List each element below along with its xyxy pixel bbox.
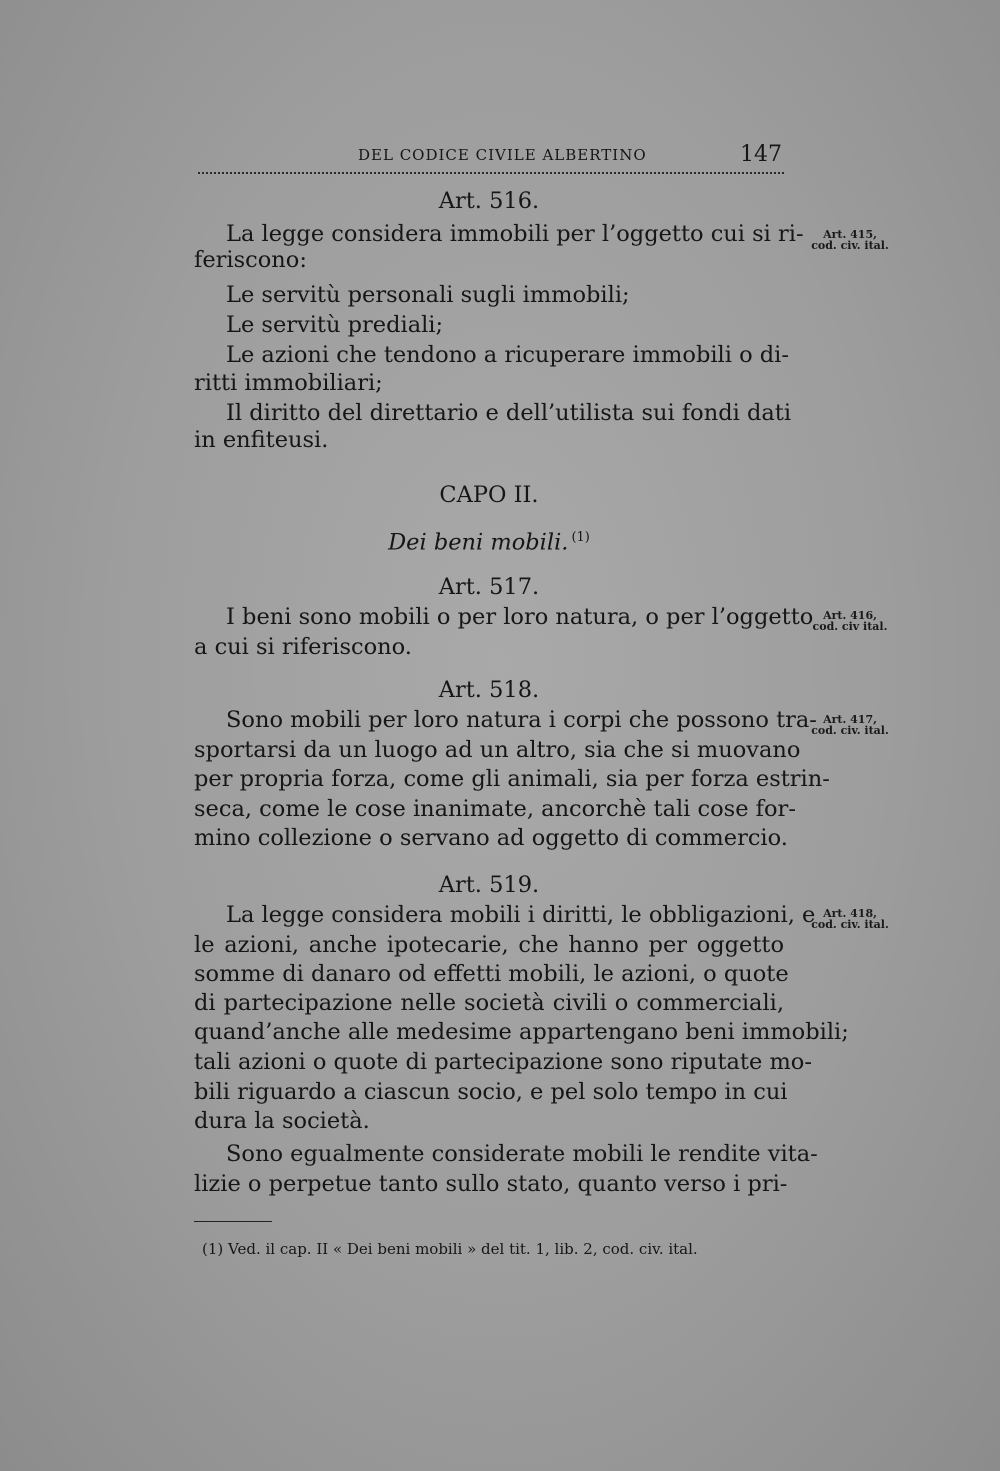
margin-note-line: cod. civ. ital. — [811, 724, 889, 737]
margin-note-517 — [800, 610, 900, 632]
article-heading: Art. 518. — [438, 677, 540, 703]
text-line: seca, come le cose inanimate, ancorchè tali cose for- — [194, 796, 796, 822]
margin-note-519 — [800, 908, 900, 930]
text-line: Le azioni che tendono a ricuperare immobili o di- — [226, 342, 789, 368]
margin-note-line: cod. civ ital. — [812, 620, 888, 633]
margin-note-line: Art. 415, — [823, 228, 877, 241]
text-line: somme di danaro od effetti mobili, le azioni, o quote — [194, 961, 789, 987]
text-line: le azioni, anche ipotecarie, che hanno per oggetto — [194, 932, 784, 958]
page-header — [198, 142, 784, 172]
text-line: quand’anche alle medesime appartengano beni immobili; — [194, 1019, 849, 1045]
text-line: dura la società. — [194, 1108, 370, 1134]
margin-note-line: Art. 418, — [823, 907, 877, 920]
margin-note-line: Art. 416, — [823, 609, 877, 622]
text-line: La legge considera mobili i diritti, le obbligazioni, e — [226, 902, 816, 928]
text-line: Il diritto del direttario e dell’utilista sui fondi dati — [226, 400, 792, 426]
text-line: a cui si riferiscono. — [194, 634, 412, 660]
text-line: Sono egualmente considerate mobili le rendite vita- — [226, 1141, 818, 1167]
text-line: in enfiteusi. — [194, 427, 329, 453]
article-heading: Art. 517. — [438, 574, 540, 600]
footnote: (1) Ved. il cap. II « Dei beni mobili » del tit. 1, lib. 2, cod. civ. ital. — [202, 1240, 698, 1258]
text-line: per propria forza, come gli animali, sia per forza estrin- — [194, 766, 830, 792]
margin-note-518 — [800, 714, 900, 736]
text-line: lizie o perpetue tanto sullo stato, quanto verso i pri- — [194, 1171, 788, 1197]
running-title: DEL CODICE CIVILE ALBERTINO — [358, 146, 647, 164]
article-heading: Art. 516. — [438, 188, 540, 214]
article-heading: Art. 519. — [438, 872, 540, 898]
text-line: tali azioni o quote di partecipazione sono riputate mo- — [194, 1049, 812, 1075]
margin-note-line: cod. civ. ital. — [811, 239, 889, 252]
text-line: sportarsi da un luogo ad un altro, sia che si muovano — [194, 737, 801, 763]
text-line: ritti immobiliari; — [194, 370, 383, 396]
text-line: Sono mobili per loro natura i corpi che possono tra- — [226, 707, 817, 733]
page-number: 147 — [740, 142, 782, 167]
header-rule — [198, 172, 784, 174]
text-line: mino collezione o servano ad oggetto di commercio. — [194, 825, 788, 851]
text-line: feriscono: — [194, 247, 307, 273]
text-line: Le servitù personali sugli immobili; — [226, 282, 630, 308]
text-line: La legge considera immobili per l’oggetto cui si ri- — [226, 221, 804, 247]
footnote-rule — [194, 1221, 272, 1222]
text-line: I beni sono mobili o per loro natura, o per l’oggetto — [226, 604, 814, 630]
margin-note-516 — [800, 229, 900, 251]
footnote-mark: (1) — [571, 530, 590, 545]
margin-note-line: cod. civ. ital. — [811, 918, 889, 931]
chapter-title: CAPO II. — [439, 482, 539, 508]
text-line: di partecipazione nelle società civili o commerciali, — [194, 990, 784, 1016]
chapter-subtitle: Dei beni mobili. — [388, 529, 569, 556]
text-line: Le servitù prediali; — [226, 312, 444, 338]
text-line: bili riguardo a ciascun socio, e pel solo tempo in cui — [194, 1079, 788, 1105]
margin-note-line: Art. 417, — [823, 713, 877, 726]
chapter-subtitle-line — [194, 523, 784, 556]
